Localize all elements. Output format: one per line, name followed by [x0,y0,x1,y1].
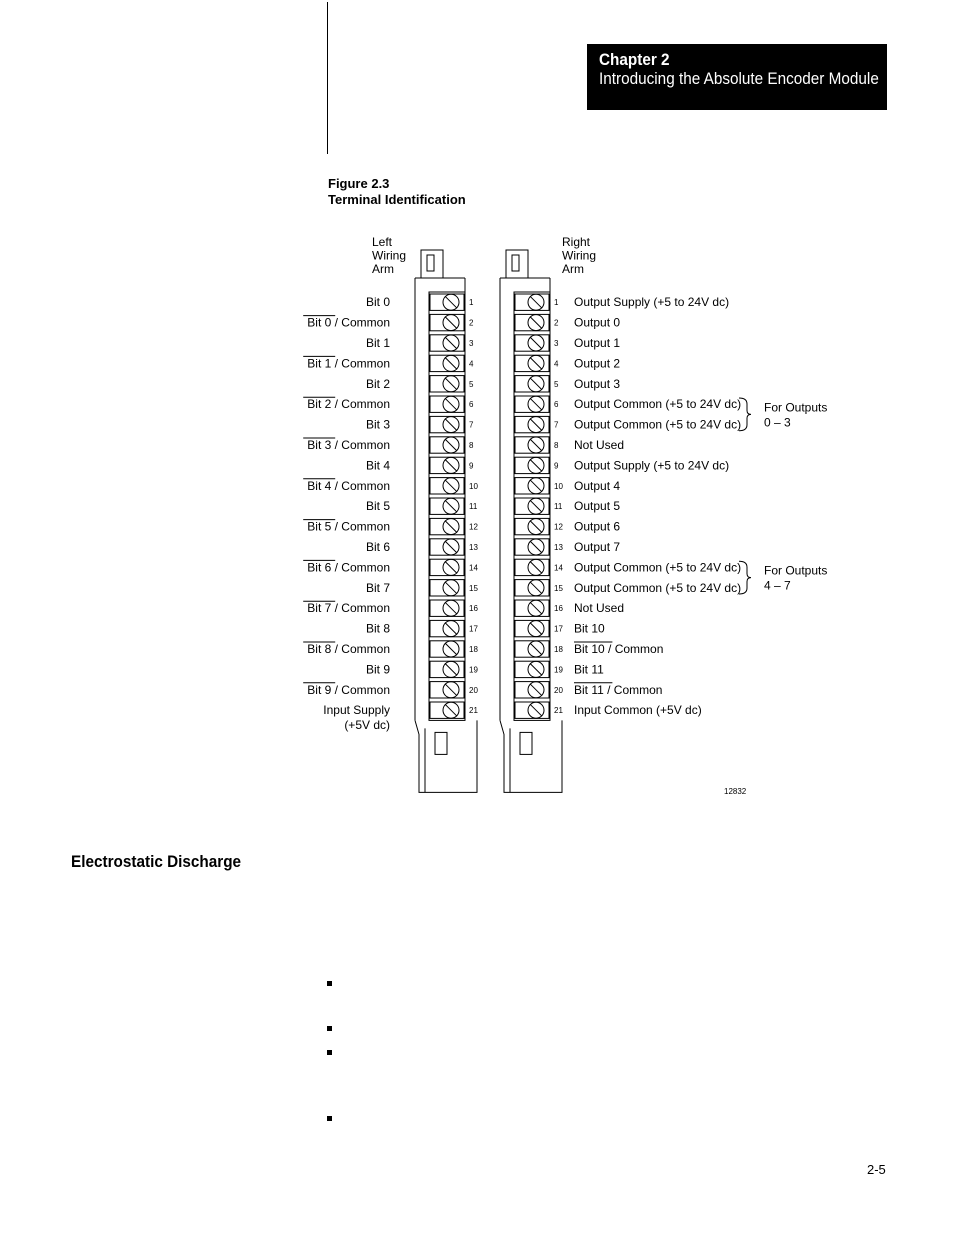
margin-rule [327,2,328,154]
right-arm-label: Right [562,235,591,249]
right-screw-slot [530,439,542,451]
chapter-number: Chapter 2 [599,50,670,69]
left-terminal-number: 12 [469,522,478,532]
right-terminal-number: 4 [554,359,559,369]
right-terminal-number: 20 [554,685,563,695]
right-terminal-label: Output 6 [574,519,621,534]
left-terminal-number: 9 [469,461,474,471]
left-screw-slot [445,357,457,369]
right-terminal-label: Output 4 [574,478,621,493]
left-terminal-number: 14 [469,563,478,573]
right-terminal-label: Output 3 [574,376,621,391]
brace-note: 4 – 7 [764,578,791,593]
figure-number: Figure 2.3 [328,176,390,191]
right-terminal-number: 1 [554,298,559,308]
left-terminal-number: 18 [469,645,478,654]
right-screw-slot [530,337,542,349]
right-screw-slot [530,480,542,492]
left-screw-slot [445,663,457,675]
brace-note: 0 – 3 [764,415,791,430]
right-terminal-label: Not Used [574,438,625,452]
left-terminal-number: 8 [469,441,474,450]
left-terminal-label: Bit 0 [365,295,390,310]
left-terminal-label: Bit 5 [365,499,390,514]
right-terminal-label: Input Common (+5V dc) [574,703,702,718]
left-terminal-label: Bit 9 / Common [307,682,390,697]
right-terminal-label: Not Used [574,601,625,616]
bullet-point [327,1116,332,1121]
left-terminal-label: Bit 5 / Common [307,519,390,534]
left-terminal-label: Bit 2 [365,376,390,391]
left-terminal-number: 1 [469,298,474,308]
right-arm-label: Arm [562,262,584,276]
right-terminal-number: 9 [554,461,559,471]
left-terminal-number: 11 [469,502,478,512]
left-terminal-number: 21 [469,706,478,716]
right-terminal-number: 17 [554,624,563,634]
right-terminal-label: Bit 11 / Common [574,682,663,697]
right-terminal-number: 12 [554,522,563,532]
left-terminal-number: 3 [469,339,474,348]
left-screw-slot [445,521,457,533]
right-terminal-label: Output 7 [574,540,621,554]
left-terminal-label: Bit 8 / Common [307,642,390,656]
brace-note: For Outputs [764,563,828,578]
right-screw-slot [530,521,542,533]
section-heading: Electrostatic Discharge [71,852,242,871]
left-screw-slot [445,419,457,431]
right-terminal-label: Output Common (+5 to 24V dc) [574,560,742,575]
bullet-point [327,1026,332,1031]
right-terminal-number: 21 [554,706,563,716]
terminal-diagram [300,230,860,810]
left-screw-slot [445,337,457,349]
figure-id: 12832 [724,787,747,796]
right-terminal-number: 18 [554,645,563,654]
left-arm-top-latch [421,250,443,278]
left-screw-slot [445,500,457,512]
right-terminal-number: 16 [554,604,563,614]
left-screw-slot [445,439,457,451]
right-screw-slot [530,500,542,512]
left-terminal-number: 10 [469,481,478,491]
left-screw-slot [445,602,457,614]
left-terminal-label: Bit 4 / Common [307,478,390,493]
left-screw-slot [445,623,457,635]
left-terminal-label: Bit 7 / Common [307,601,390,616]
left-screw-slot [445,398,457,410]
right-screw-slot [530,419,542,431]
left-arm-label: Wiring [372,248,407,263]
right-screw-slot [530,296,542,308]
left-terminal-number: 7 [469,420,474,430]
left-arm-latch-slot [427,255,434,271]
left-terminal-number: 19 [469,665,478,675]
left-terminal-number: 20 [469,685,478,695]
right-screw-slot [530,582,542,594]
brace-note: For Outputs [764,400,828,415]
left-terminal-label: Bit 0 / Common [307,315,390,330]
left-terminal-label: Bit 6 [365,540,390,554]
right-terminal-label: Output Supply (+5 to 24V dc) [574,295,730,310]
right-screw-slot [530,378,542,390]
left-screw-slot [445,317,457,329]
right-screw-slot [530,561,542,573]
right-screw-slot [530,357,542,369]
right-terminal-number: 13 [554,543,563,552]
right-terminal-number: 15 [554,583,563,593]
left-terminal-number: 4 [469,359,474,369]
right-terminal-label: Output 0 [574,315,621,330]
left-screw-slot [445,480,457,492]
left-arm-tail-slot [435,732,447,754]
right-screw-slot [530,623,542,635]
left-terminal-label: Bit 2 / Common [307,397,390,412]
right-arm-latch-slot [512,255,519,271]
right-screw-slot [530,541,542,553]
right-terminal-label: Output Supply (+5 to 24V dc) [574,458,730,473]
right-terminal-number: 14 [554,563,563,573]
right-arm-tail [500,720,562,792]
right-terminal-number: 3 [554,339,559,348]
bullet-point [327,981,332,986]
left-screw-slot [445,582,457,594]
right-terminal-label: Bit 10 / Common [574,642,664,656]
left-arm-tail [415,720,477,792]
right-terminal-label: Output 1 [574,336,621,350]
left-terminal-label: Bit 7 [365,580,390,595]
right-arm-top-latch [506,250,528,278]
right-screw-slot [530,684,542,696]
left-screw-slot [445,561,457,573]
right-terminal-number: 5 [554,379,559,389]
left-terminal-label: Bit 1 [365,336,390,350]
left-screw-slot [445,378,457,390]
right-terminal-label: Output Common (+5 to 24V dc) [574,417,742,432]
right-screw-slot [530,459,542,471]
right-terminal-label: Output Common (+5 to 24V dc) [574,580,742,595]
left-screw-slot [445,459,457,471]
right-screw-slot [530,704,542,716]
left-terminal-number: 15 [469,583,478,593]
right-screw-slot [530,643,542,655]
left-screw-slot [445,643,457,655]
right-terminal-label: Bit 11 [574,662,604,677]
right-screw-slot [530,602,542,614]
left-terminal-label: Bit 6 / Common [307,560,390,575]
chapter-header [587,44,887,110]
left-screw-slot [445,541,457,553]
right-terminal-number: 2 [554,318,559,328]
left-arm-label: Left [372,235,393,249]
left-terminal-number: 16 [469,604,478,614]
right-terminal-number: 19 [554,665,563,675]
left-terminal-label: Bit 4 [365,458,390,473]
left-screw-slot [445,684,457,696]
bullet-point [327,1050,332,1055]
page-number: 2-5 [867,1162,886,1177]
right-arm-tail-slot [520,732,532,754]
left-arm-label: Arm [372,262,394,276]
left-terminal-label: (+5V dc) [344,718,390,733]
figure-title: Terminal Identification [328,192,466,207]
left-terminal-number: 13 [469,543,478,552]
right-terminal-label: Output 2 [574,356,621,371]
right-terminal-number: 11 [554,502,563,512]
left-terminal-number: 5 [469,379,474,389]
right-screw-slot [530,663,542,675]
left-terminal-number: 2 [469,318,474,328]
right-terminal-number: 6 [554,400,559,410]
right-terminal-label: Output 5 [574,499,621,514]
left-terminal-label: Bit 1 / Common [307,356,390,371]
left-terminal-label: Input Supply [323,703,390,718]
left-terminal-label: Bit 3 / Common [307,438,390,452]
left-terminal-label: Bit 9 [365,662,390,677]
right-arm-label: Wiring [562,248,597,263]
right-terminal-number: 8 [554,441,559,450]
left-terminal-label: Bit 8 [365,621,390,636]
right-terminal-label: Output Common (+5 to 24V dc) [574,397,742,412]
left-terminal-label: Bit 3 [365,417,390,432]
right-terminal-label: Bit 10 [574,621,605,636]
left-terminal-number: 6 [469,400,474,410]
left-screw-slot [445,704,457,716]
right-screw-slot [530,398,542,410]
chapter-title: Introducing the Absolute Encoder Module [599,69,879,88]
left-terminal-number: 17 [469,624,478,634]
right-terminal-number: 7 [554,420,559,430]
left-screw-slot [445,296,457,308]
right-terminal-number: 10 [554,481,563,491]
right-screw-slot [530,317,542,329]
